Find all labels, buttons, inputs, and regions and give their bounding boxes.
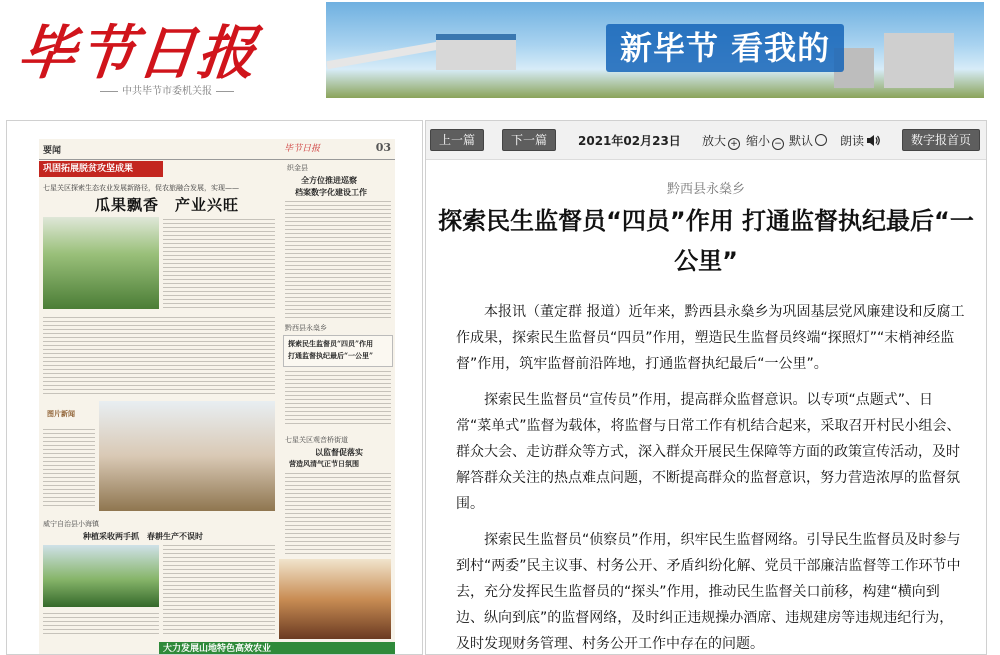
previous-article-button[interactable]: 上一篇 <box>430 129 484 151</box>
zoom-out-control[interactable] <box>746 132 784 150</box>
newspaper-page-header <box>39 139 395 160</box>
zoom-in-control[interactable] <box>702 132 740 150</box>
newspaper-photo-greenhouse[interactable] <box>43 217 159 309</box>
newspaper-text-column <box>43 613 159 637</box>
default-size-control[interactable] <box>789 132 827 149</box>
newspaper-text-column <box>43 429 95 507</box>
newspaper-section-label: 织金县 <box>287 164 308 172</box>
article-paragraph: 探索民生监督员“侦察员”作用，织牢民生监督网络。引导民生监督员及时参与到村“两委”民主议事、村务公开、矛盾纠纷化解、党员干部廉洁监督等工作环节中去，充分发挥民生监督员的“探头”作用，推动民生监督关口前移，构建“横向到边、纵向到底”的监督网络，及时纠正违规操办酒席、违规建房等违规违纪行为，及时发现财务管理、村务公开工作中存在的问题。 <box>456 532 961 652</box>
newspaper-section-label: 要闻 <box>43 146 62 156</box>
next-article-button[interactable]: 下一篇 <box>502 129 556 151</box>
issue-date: 2021年02月23日 <box>578 134 681 148</box>
newspaper-text-column <box>285 201 391 319</box>
zoom-out-label: 缩小 <box>746 134 771 148</box>
logo-subtitle: 中共毕节市委机关报 <box>96 82 238 97</box>
banner-slogan: 新毕节 看我的 <box>606 24 844 72</box>
newspaper-section-label: 黔西县永燊乡 <box>285 324 327 332</box>
read-aloud-label: 朗读 <box>840 134 865 148</box>
newspaper-text-column <box>163 219 275 309</box>
logo-text: 毕节日报 <box>13 19 262 87</box>
article-subtitle: 黔西县永燊乡 <box>666 182 745 197</box>
newspaper-text-column <box>285 371 391 427</box>
newspaper-masthead: 毕节日报 <box>284 144 321 154</box>
newspaper-green-banner: 大力发展山地特色高效农业 <box>159 642 395 654</box>
newspaper-article-subtitle[interactable]: 营造风清气正节日氛围 <box>289 459 359 468</box>
article-body <box>456 299 966 655</box>
site-logo[interactable] <box>13 6 308 97</box>
default-size-label: 默认 <box>789 134 814 148</box>
newspaper-page-image[interactable] <box>39 139 395 654</box>
newspaper-photo-news-tag: 图片新闻 <box>47 409 75 418</box>
newspaper-section-label: 七星关区观音桥街道 <box>285 436 348 444</box>
newspaper-article-title[interactable]: 以监督促落实 <box>315 447 363 457</box>
newspaper-section-label: 威宁自治县小海镇 <box>43 520 99 528</box>
newspaper-page-number: 03 <box>375 141 391 154</box>
newspaper-photo-vegetables[interactable] <box>43 545 159 607</box>
site-header <box>0 0 1000 106</box>
current-article-title-line-2: 打通监督执纪最后“一公里” <box>288 351 374 360</box>
header-banner <box>326 2 984 98</box>
newspaper-text-column <box>285 473 391 557</box>
speaker-icon <box>866 134 880 150</box>
newspaper-photo-orchard[interactable] <box>99 401 275 511</box>
newspaper-red-banner: 巩固拓展脱贫攻坚成果 <box>39 161 163 177</box>
banner-building-image <box>884 33 954 88</box>
article-headline: 探索民生监督员“四员”作用 打通监督执纪最后“一公里” <box>438 207 974 275</box>
newspaper-main-headline[interactable]: 瓜果飘香 产业兴旺 <box>95 196 240 214</box>
newspaper-page-frame <box>6 120 423 655</box>
circle-icon <box>815 134 827 146</box>
current-article-title-line-1: 探索民生监督员“四员”作用 <box>288 339 374 348</box>
banner-airport-image <box>436 34 516 70</box>
digital-edition-home-button[interactable]: 数字报首页 <box>902 129 980 151</box>
zoom-in-label: 放大 <box>702 134 727 148</box>
newspaper-article-subtitle[interactable]: 档案数字化建设工作 <box>295 187 367 197</box>
read-aloud-control[interactable] <box>840 132 880 150</box>
minus-icon: − <box>772 138 784 150</box>
article-toolbar <box>426 121 986 160</box>
newspaper-kicker: 七星关区探索生态农业发展新路径，促农旅融合发展，实现—— <box>43 184 239 192</box>
article-panel <box>425 120 987 655</box>
newspaper-photo-harvest[interactable] <box>279 559 391 639</box>
newspaper-text-column <box>163 545 275 637</box>
current-article-highlight[interactable] <box>283 335 393 367</box>
article-paragraph: 本报讯（董定群 报道）近年来，黔西县永燊乡为巩固基层党风廉建设和反腐工作成果，探索民生监督员“四员”作用，塑造民生监督员终端“探照灯”“末梢神经监督”作用，筑牢监督前沿阵地，打通监督执纪最后“一公里”。 <box>456 304 965 372</box>
plus-icon: + <box>728 138 740 150</box>
article-paragraph: 探索民生监督员“宣传员”作用，提高群众监督意识。以专项“点题式”、日常“菜单式”监督为载体，将监督与日常工作有机结合起来，采取召开村民小组会、群众大会、走访群众等方式，深入群众开展民生保障等方面的政策宣传活动，及时解答群众关注的热点难点问题，不断提高群众的监督意识，努力营造浓厚的监督氛围。 <box>456 392 961 512</box>
newspaper-article-title[interactable]: 全方位推进巡察 <box>301 175 357 185</box>
newspaper-article-title[interactable]: 种植采收两手抓 春耕生产不误时 <box>83 531 203 541</box>
newspaper-text-column <box>43 317 275 395</box>
